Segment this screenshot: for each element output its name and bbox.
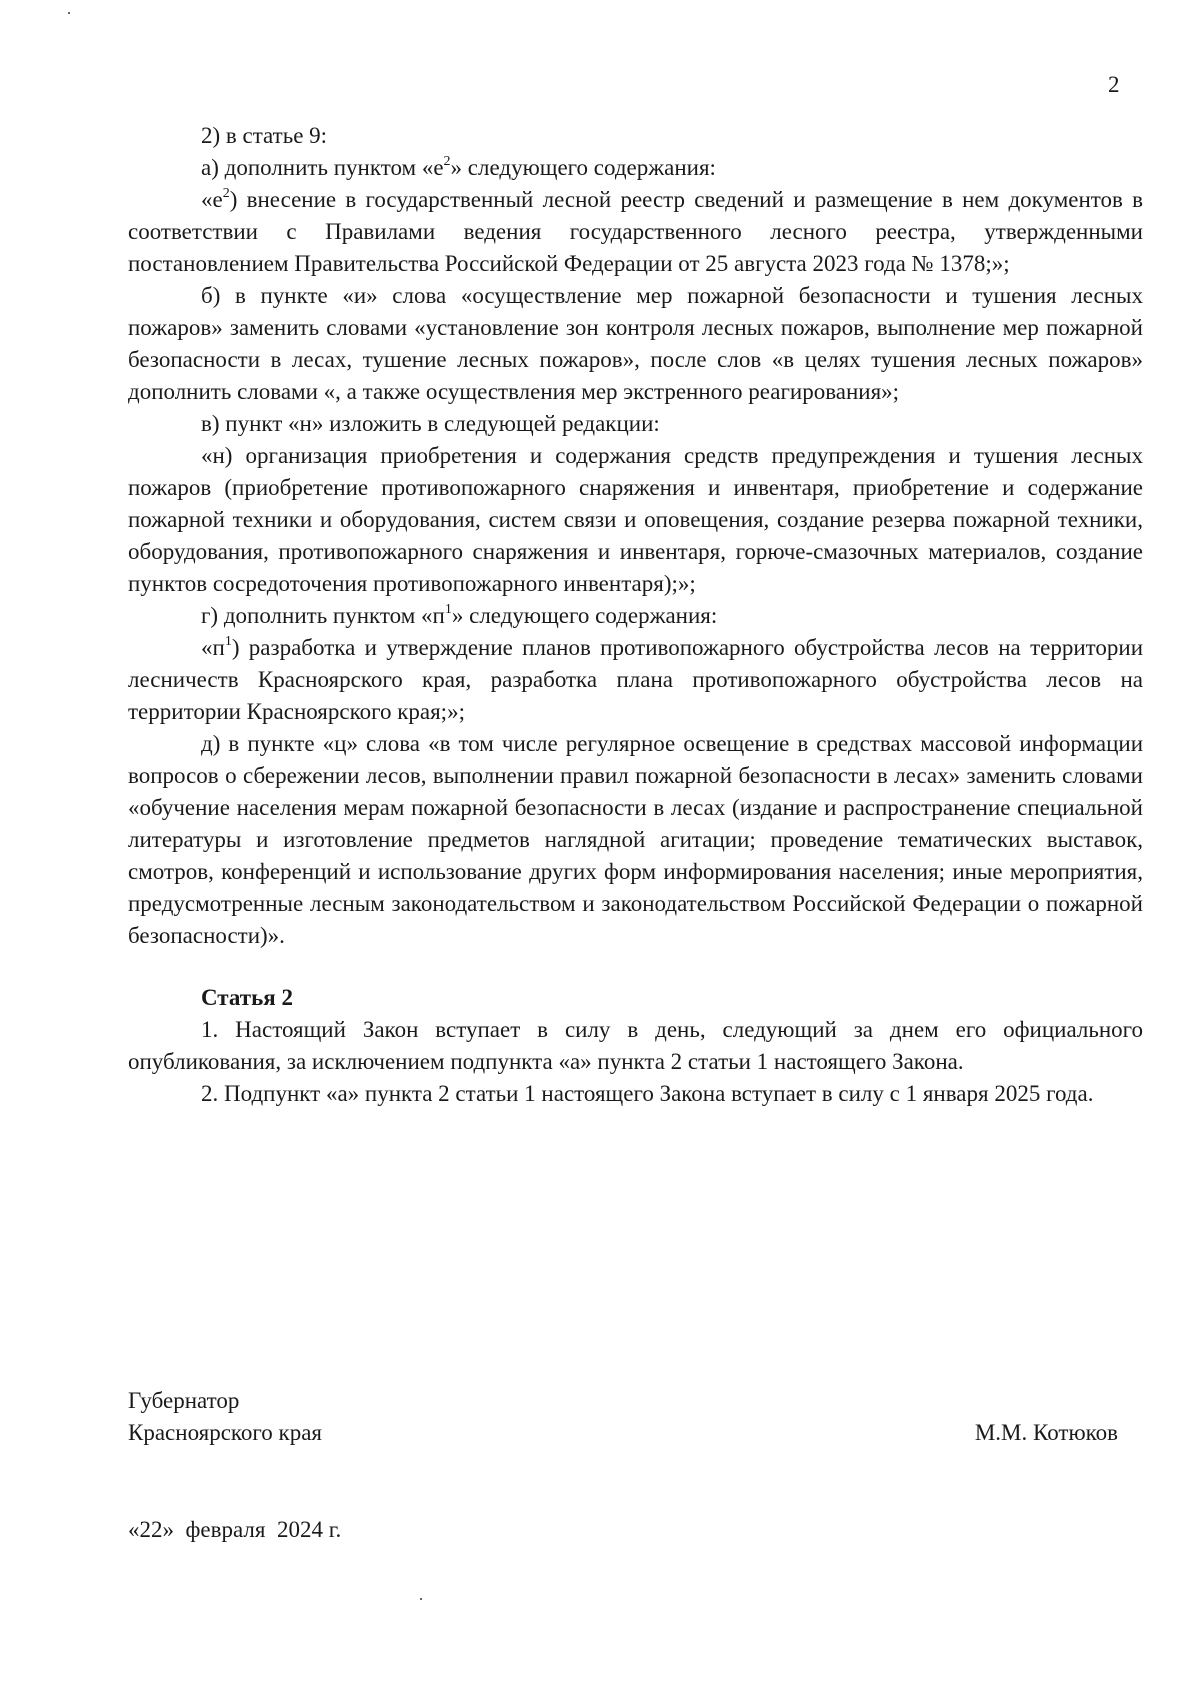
scan-speck [420,1598,422,1600]
document-date: «22» февраля 2024 г. [128,1517,342,1542]
signatory-title-line2: Красноярского края [128,1420,322,1445]
superscript: 2 [443,154,451,170]
article-2-item-1: 1. Настоящий Закон вступает в силу в день, следующий за днем его официального опубликования, за исключением подпункта «а» пункта 2 статьи 1 настоящего Закона. [128,1017,1143,1074]
paragraph-n-content: «н) организация приобретения и содержания средств предупреждения и тушения лесных пожаров (приобретение противопожарного снаряжения и инвентаря, приобретение и содержание пожарной техники и оборудования, систем связи и оповещения, создание резерва пожарной техники, оборудования, противопожарного снаряжения и инвентаря, горюче-смазочных материалов, создание пунктов сосредоточения противопожарного инвентаря);»; [128,443,1143,596]
signatory-title-line1: Губернатор [128,1388,240,1413]
article-2-item-2: 2. Подпункт «а» пункта 2 статьи 1 настоящего Закона вступает в силу с 1 января 2025 года. [201,1081,1094,1106]
signature-row [128,1417,1118,1449]
text-segment: » следующего содержания: [450,155,716,180]
document-body [128,120,1143,1110]
paragraph-item-d: д) в пункте «ц» слова «в том числе регулярное освещение в средствах массовой информации вопросов о сбережении лесов, выполнении правил пожарной безопасности в лесах» заменить словами «обучение населения мерам пожарной безопасности в лесах (издание и распространение специальной литературы и изготовление предметов наглядной агитации; проведение тематических выставок, смотров, конференций и использование других форм информирования населения; иные мероприятия, предусмотренные лесным законодательством и законодательством Российской Федерации о пожарной безопасности)». [128,731,1143,948]
paragraph-article9-intro: 2) в статье 9: [201,123,328,148]
paragraph-item-g [128,600,1143,632]
paragraph-p1-content [128,632,1143,728]
text-segment: а) дополнить пунктом «е [201,155,444,180]
superscript: 2 [222,186,230,202]
superscript: 1 [444,602,452,618]
text-segment: » следующего содержания: [451,603,718,628]
paragraph-item-b: б) в пункте «и» слова «осуществление мер пожарной безопасности и тушения лесных пожаров» заменить словами «установление зон контроля лесных пожаров, выполнение мер пожарной безопасности в лесах, тушение лесных пожаров», после слов «в целях тушения лесных пожаров» дополнить словами «, а также осуществления мер экстренного реагирования»; [128,283,1143,404]
text-segment: «п [201,635,225,660]
paragraph-item-v: в) пункт «н» изложить в следующей редакции: [201,411,660,436]
superscript: 1 [224,634,232,650]
paragraph-e2-content [128,184,1143,280]
text-segment: ) разработка и утверждение планов противопожарного обустройства лесов на территории лесничеств Красноярского края, разработка плана противопожарного обустройства лесов на территории Красноярского края;»; [128,635,1143,724]
page-number: 2 [1108,72,1120,97]
text-segment: г) дополнить пунктом «п [201,603,445,628]
scan-speck [68,12,70,14]
article-2-heading: Статья 2 [201,985,293,1010]
signatory-name: М.М. Котюков [974,1420,1118,1445]
text-segment: «е [201,187,223,212]
text-segment: ) внесение в государственный лесной реестр сведений и размещение в нем документов в соответствии с Правилами ведения государственного лесного реестра, утвержденными постановлением Правительства Российской Федерации от 25 августа 2023 года № 1378;»; [128,187,1143,276]
paragraph-item-a [128,152,1143,184]
signature-block [128,1385,1118,1449]
